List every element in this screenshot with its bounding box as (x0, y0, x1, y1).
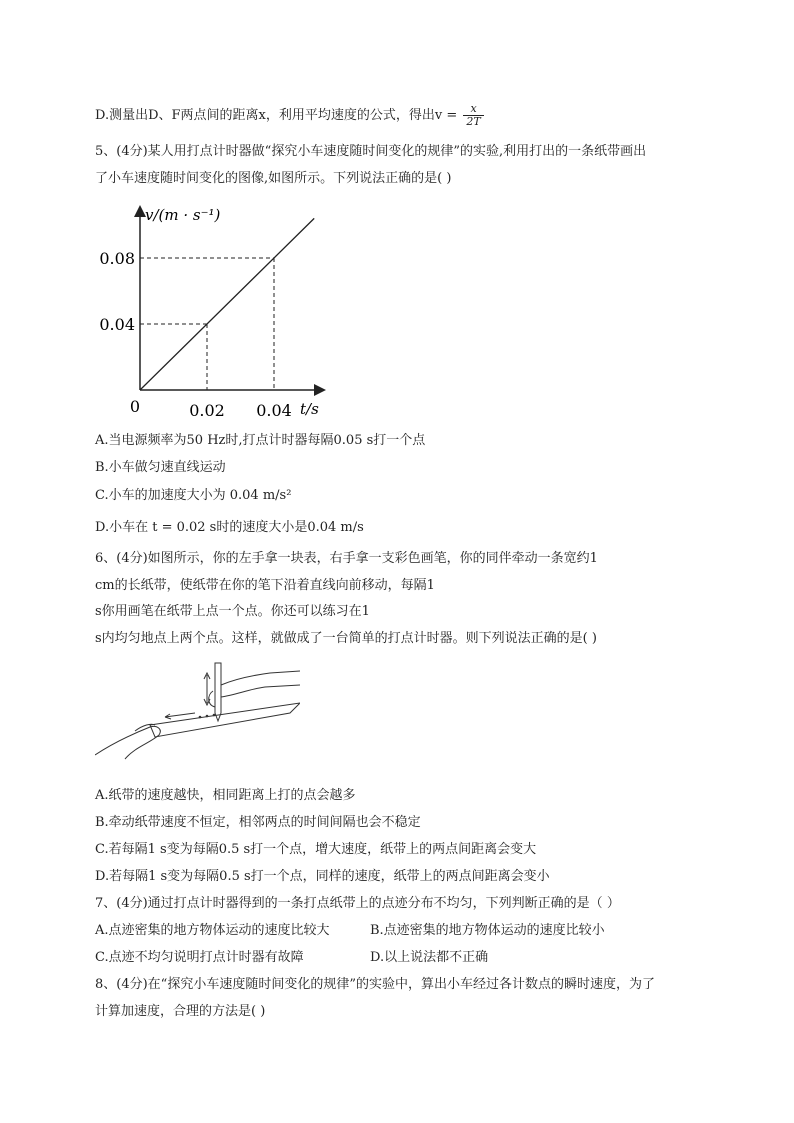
question-5-line-2: 了小车速度随时间变化的图像,如图所示。下列说法正确的是( ) (95, 171, 452, 186)
question-6-line-1: 6、(4分)如图所示，你的左手拿一块表，右手拿一支彩色画笔，你的同伴牵动一条宽约1 (95, 551, 598, 566)
y-axis-label: v/(m · s⁻¹) (145, 206, 221, 224)
question-7-option-c: C.点迹不均匀说明打点计时器有故障 (95, 950, 304, 965)
series-line (140, 218, 314, 390)
question-7-option-a: A.点迹密集的地方物体运动的速度比较大 (95, 923, 330, 938)
question-6-option-d: D.若每隔1 s变为每隔0.5 s打一个点，同样的速度，纸带上的两点间距离会变小 (95, 869, 550, 884)
option-d-previous-text: D.测量出D、F两点间的距离x，利用平均速度的公式，得出v = (95, 108, 458, 123)
fraction-denominator: 2T (466, 115, 481, 128)
question-5-option-b: B.小车做匀速直线运动 (95, 460, 226, 475)
question-5-line-1: 5、(4分)某人用打点计时器做“探究小车速度随时间变化的规律”的实验,利用打出的一条纸带画出 (95, 144, 647, 159)
question-5-option-d: D.小车在 t = 0.02 s时的速度大小是0.04 m/s (95, 520, 364, 535)
x-axis-label: t/s (300, 400, 319, 418)
fraction-x-over-2t (463, 103, 483, 128)
question-7-line-1: 7、(4分)通过打点计时器得到的一条打点纸带上的点迹分布不均匀，下列判断正确的是（ ） (95, 896, 620, 911)
question-6-line-2: cm的长纸带，使纸带在你的笔下沿着直线向前移动，每隔1 (95, 578, 435, 593)
question-6-line-3: s你用画笔在纸带上点一个点。你还可以练习在1 (95, 604, 370, 619)
question-7-option-d: D.以上说法都不正确 (370, 950, 489, 965)
fraction-numerator: x (463, 103, 483, 116)
question-5-option-a: A.当电源频率为50 Hz时,打点计时器每隔0.05 s打一个点 (95, 433, 426, 448)
option-d-previous (95, 103, 484, 128)
question-6-option-c: C.若每隔1 s变为每隔0.5 s打一个点，增大速度，纸带上的两点间距离会变大 (95, 842, 537, 857)
origin-label: 0 (129, 397, 141, 416)
velocity-time-graph (95, 200, 330, 422)
y-tick-label-2: 0.08 (99, 249, 135, 268)
x-tick-label-2: 0.04 (256, 401, 292, 420)
question-6-line-4: s内均匀地点上两个点。这样，就做成了一台简单的打点计时器。则下列说法正确的是( ) (95, 631, 597, 646)
question-8-line-2: 计算加速度，合理的方法是( ) (95, 1004, 266, 1019)
hand-dotting-tape-illustration (95, 655, 300, 765)
x-tick-label-1: 0.02 (189, 401, 225, 420)
question-7-option-b: B.点迹密集的地方物体运动的速度比较小 (370, 923, 605, 938)
question-6-option-a: A.纸带的速度越快，相同距离上打的点会越多 (95, 788, 356, 803)
y-tick-label-1: 0.04 (99, 315, 135, 334)
question-5-option-c: C.小车的加速度大小为 0.04 m/s² (95, 488, 292, 503)
question-6-option-b: B.牵动纸带速度不恒定，相邻两点的时间间隔也会不稳定 (95, 815, 421, 830)
question-8-line-1: 8、(4分)在“探究小车速度随时间变化的规律”的实验中，算出小车经过各计数点的瞬时速度，为了 (95, 977, 655, 992)
